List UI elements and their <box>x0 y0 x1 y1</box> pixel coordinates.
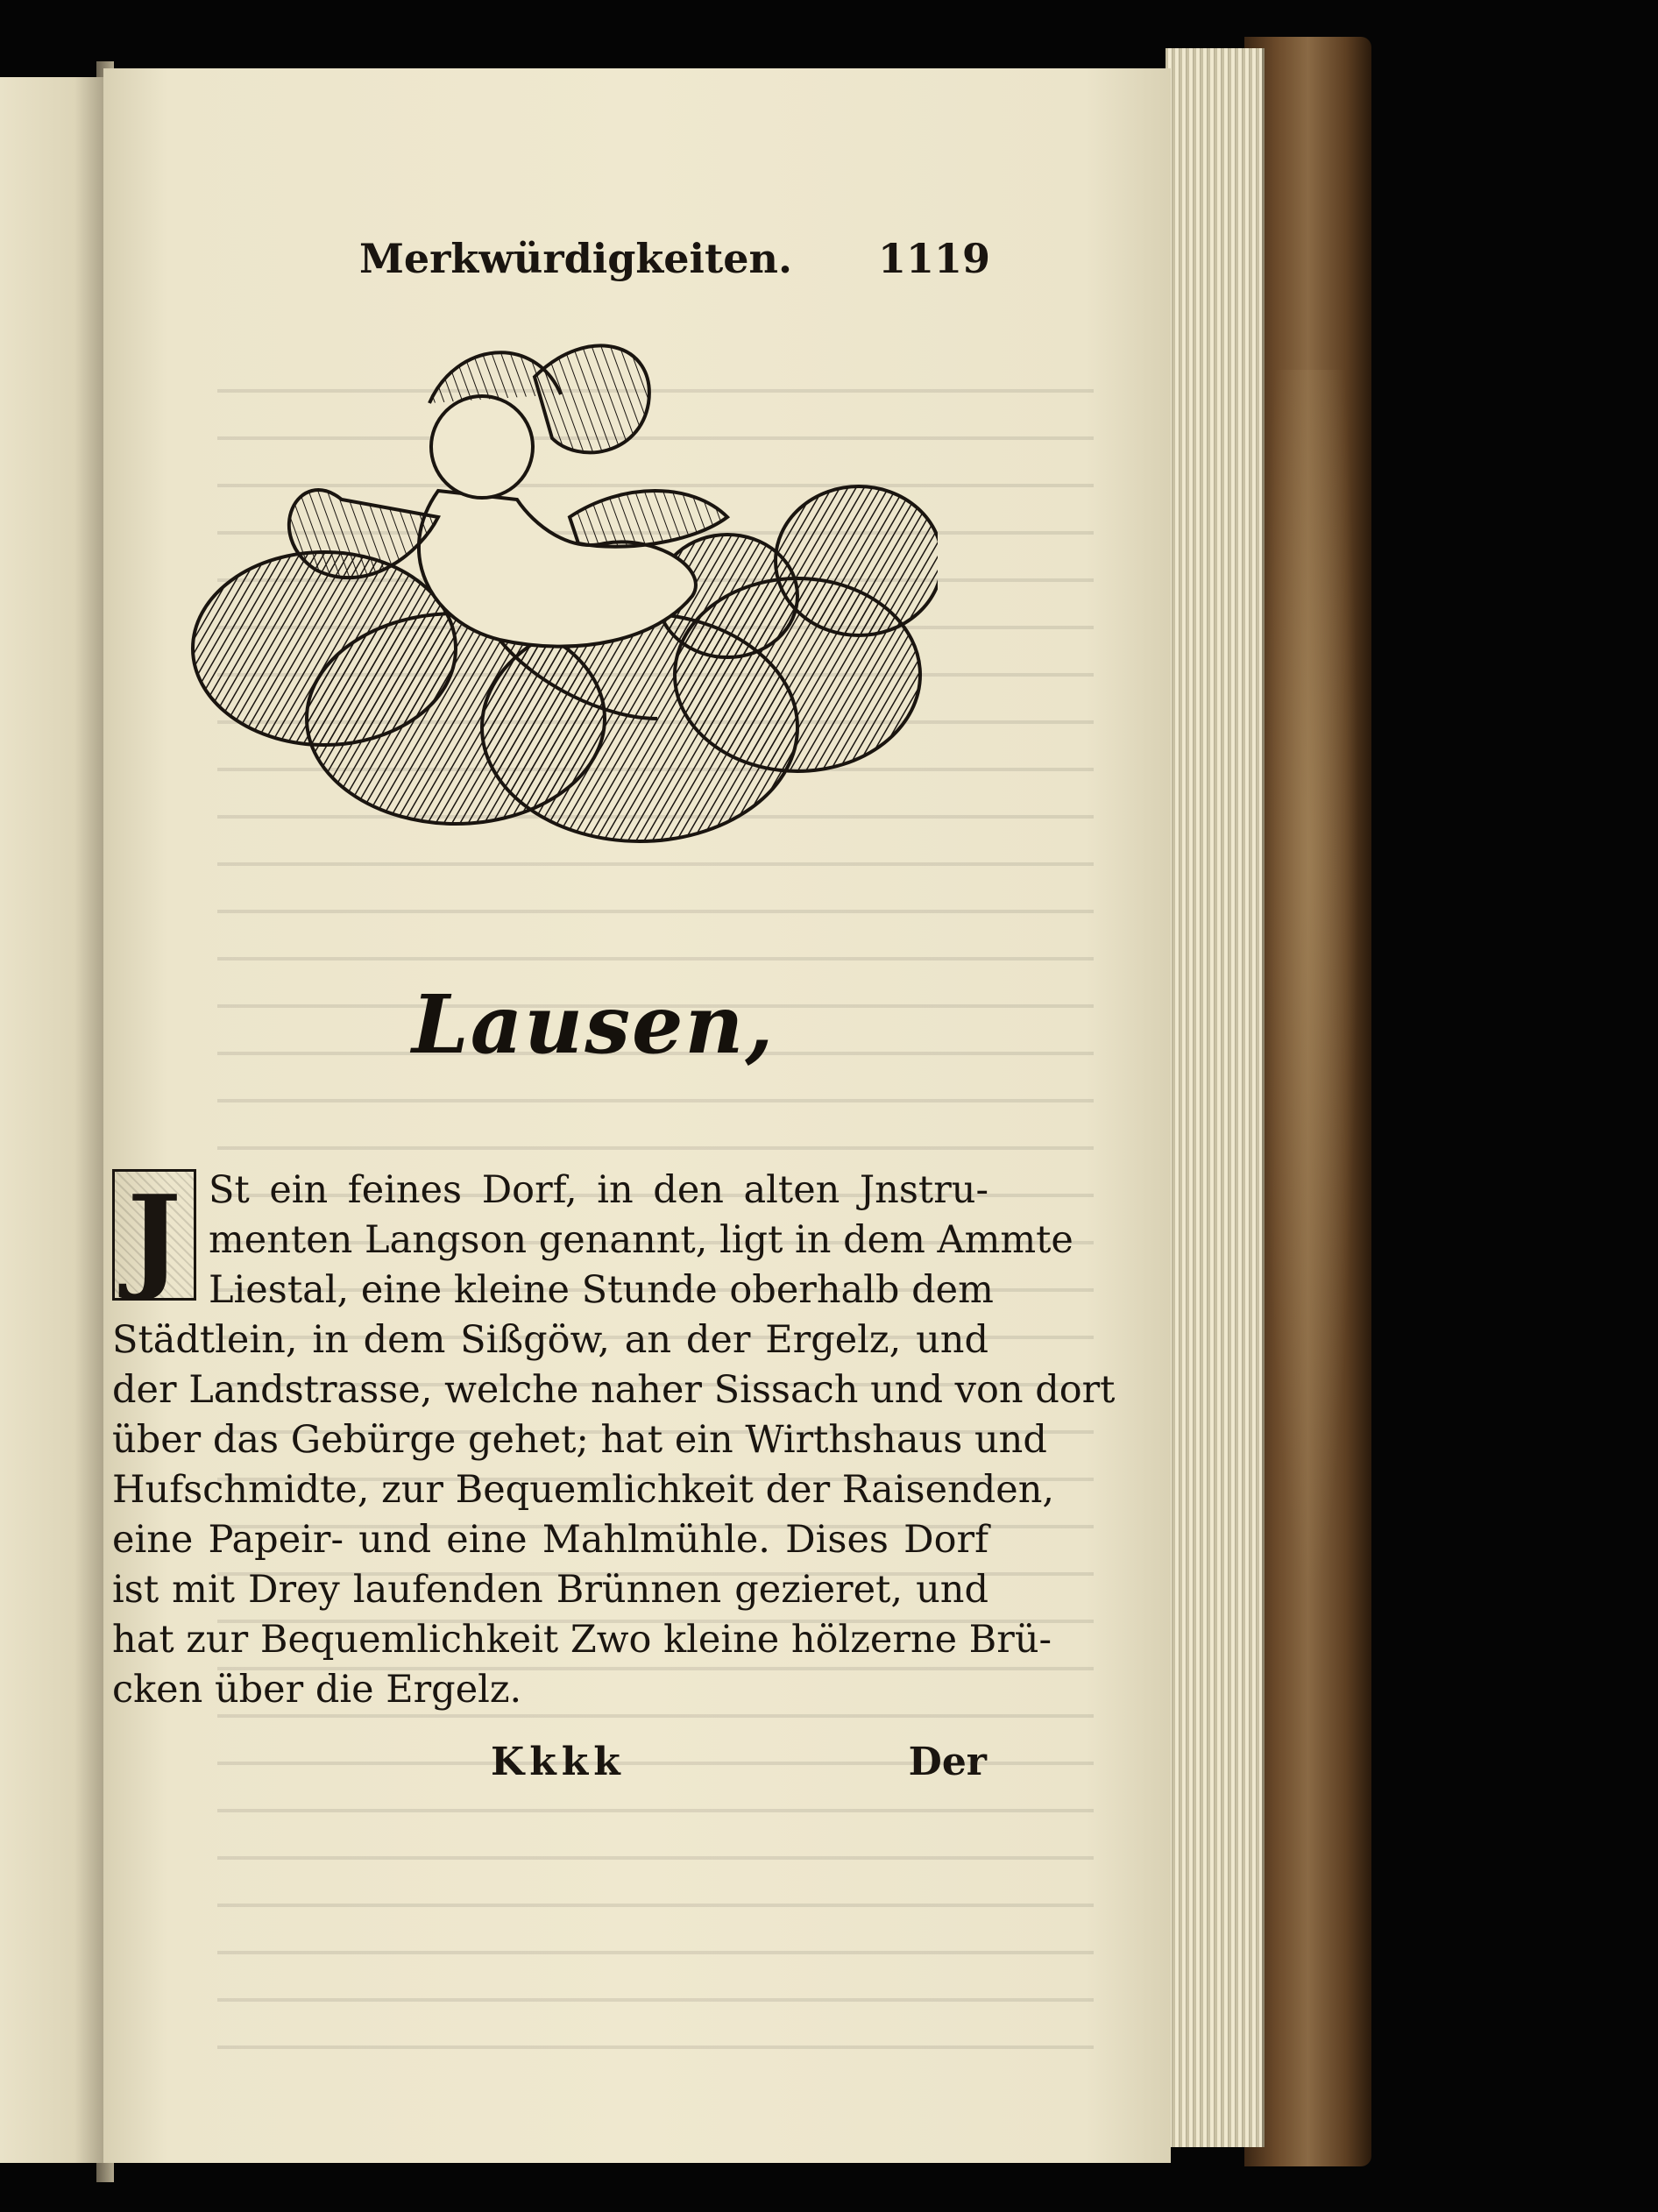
decorated-initial: J <box>112 1169 196 1301</box>
page-footer <box>491 1740 987 1792</box>
text-line: Städtlein, in dem Sißgöw, an der Ergelz, und <box>112 1318 988 1362</box>
section-title: Lausen, <box>412 977 776 1072</box>
page-edges <box>1166 48 1265 2147</box>
text-line: eine Papeir- und eine Mahlmühle. Dises Dorf <box>112 1518 988 1562</box>
text-line: menten Langson genannt, ligt in dem Ammte <box>209 1218 1073 1262</box>
catchword: Der <box>908 1740 987 1784</box>
page-number: 1119 <box>877 235 990 282</box>
text-line: ist mit Drey laufenden Brünnen gezieret, und <box>112 1568 988 1612</box>
text-line: hat zur Bequemlichkeit Zwo kleine hölzerne Brü- <box>112 1618 1052 1662</box>
text-line: über das Gebürge gehet; hat ein Wirthshaus und <box>112 1418 1047 1462</box>
text-line: der Landstrasse, welche naher Sissach und von dort <box>112 1368 1116 1412</box>
page-header <box>359 235 990 296</box>
left-page-edge <box>0 77 107 2163</box>
text-line: cken über die Ergelz. <box>112 1668 522 1712</box>
text-line: Liestal, eine kleine Stunde oberhalb dem <box>209 1268 994 1312</box>
putto-on-clouds-woodcut <box>167 307 938 868</box>
text-line: St ein feines Dorf, in den alten Jnstru- <box>209 1168 988 1212</box>
running-head: Merkwürdigkeiten. <box>359 235 792 282</box>
body-text <box>112 1166 1116 1715</box>
text-line: Hufschmidte, zur Bequemlichkeit der Raisenden, <box>112 1468 1055 1512</box>
signature-mark: Kkkk <box>491 1740 626 1784</box>
